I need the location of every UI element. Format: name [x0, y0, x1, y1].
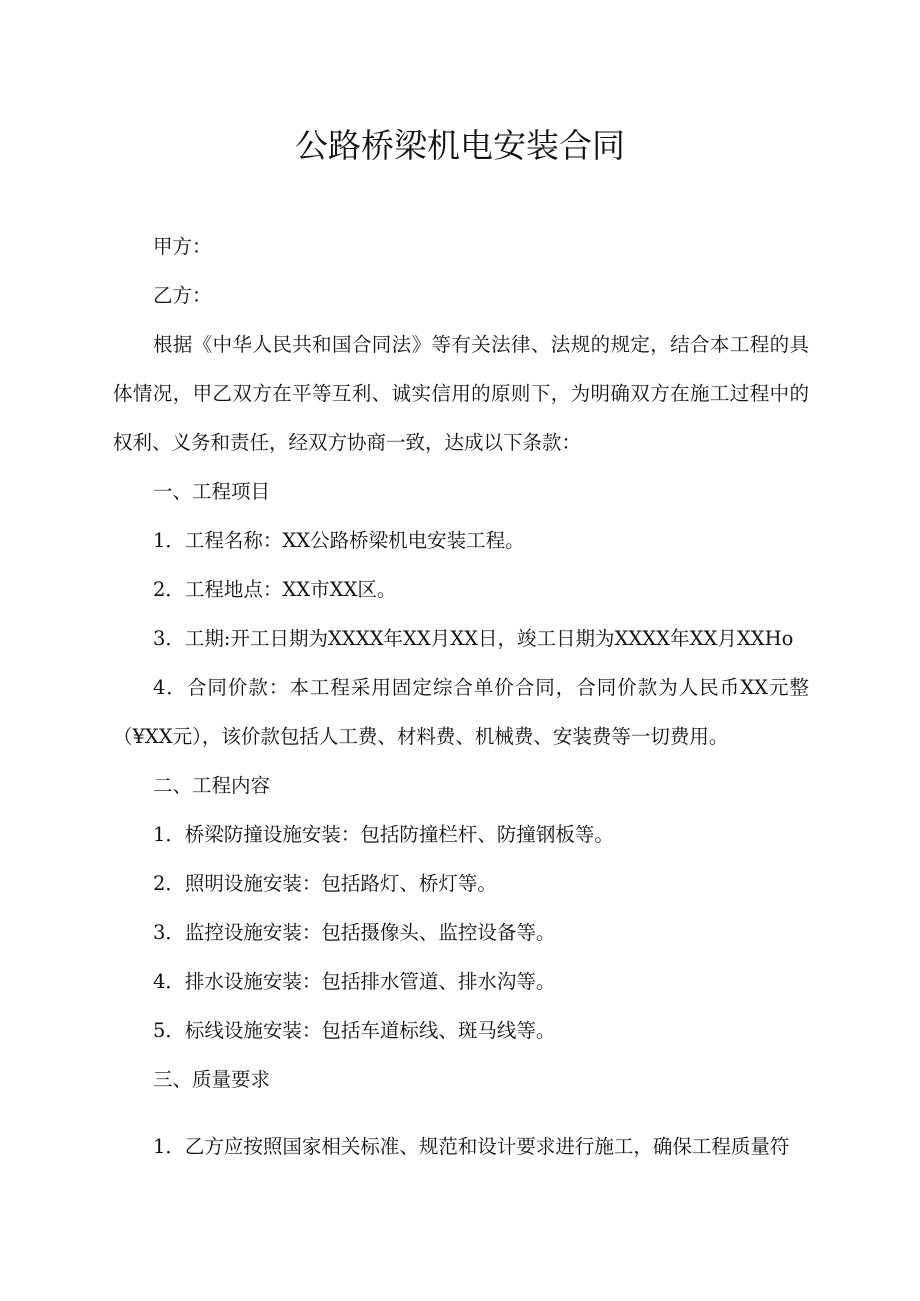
clause-marking: 5．标线设施安装：包括车道标线、斑马线等。 — [153, 1019, 556, 1042]
clause-monitoring: 3．监控设施安装：包括摄像头、监控设备等。 — [153, 921, 556, 944]
party-a-line: 甲方： — [153, 235, 212, 258]
clause-contract-price: 4．合同价款：本工程采用固定综合单价合同，合同价款为人民币XX元整（¥XX元），该价款包括人工费、材料费、机械费、安装费等一切费用。 — [113, 676, 809, 748]
preamble-paragraph: 根据《中华人民共和国合同法》等有关法律、法规的规定，结合本工程的具体情况，甲乙双方在平等互利、诚实信用的原则下，为明确双方在施工过程中的权利、义务和责任，经双方协商一致，达成以下条款： — [113, 333, 809, 454]
clause-anti-collision: 1．桥梁防撞设施安装：包括防撞栏杆、防撞钢板等。 — [153, 823, 614, 846]
section-heading-project: 一、工程项目 — [153, 480, 271, 503]
clause-quality-standard: 1．乙方应按照国家相关标准、规范和设计要求进行施工，确保工程质量符 — [153, 1135, 790, 1158]
clause-lighting: 2．照明设施安装：包括路灯、桥灯等。 — [153, 872, 497, 895]
clause-drainage: 4．排水设施安装：包括排水管道、排水沟等。 — [153, 970, 556, 993]
section-heading-content: 二、工程内容 — [153, 774, 271, 797]
clause-project-name: 1．工程名称：XX公路桥梁机电安装工程。 — [153, 529, 525, 552]
clause-project-location: 2．工程地点：XX市XX区。 — [153, 578, 397, 601]
party-b-line: 乙方： — [153, 284, 212, 307]
document-title: 公路桥梁机电安装合同 — [295, 126, 625, 165]
section-heading-quality: 三、质量要求 — [153, 1068, 271, 1091]
document-body — [113, 222, 809, 1171]
clause-duration: 3．工期:开工日期为XXXX年XX月XX日，竣工日期为XXXX年XX月XXHo — [153, 627, 794, 650]
